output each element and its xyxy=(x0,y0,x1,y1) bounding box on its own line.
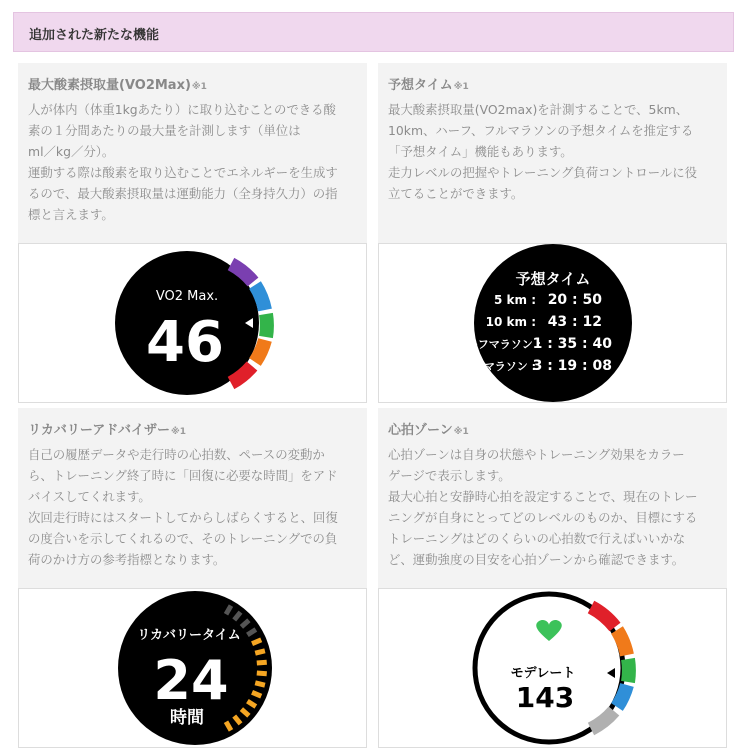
section-title: 追加された新たな機能 xyxy=(29,28,160,43)
recovery-gauge-tick xyxy=(257,673,267,674)
watch-image-vo2max xyxy=(18,243,367,403)
watch-label: VO2 Max. xyxy=(155,289,219,304)
prediction-value-half: 1 : 35 : 40 xyxy=(532,336,612,352)
watch-value: 143 xyxy=(515,681,575,714)
feature-card-vo2max xyxy=(18,63,367,243)
watch-value: 24 xyxy=(153,649,229,712)
watch-value: 46 xyxy=(146,310,224,375)
watch-image-recovery-advisor xyxy=(18,588,367,748)
watch-title: 予想タイム xyxy=(515,270,591,288)
zone-segment-green xyxy=(628,659,629,682)
card-title: リカバリーアドバイザー※1 xyxy=(28,423,186,438)
prediction-value-marathon: 3 : 19 : 08 xyxy=(532,358,612,374)
watch-face-vo2max xyxy=(19,244,366,402)
prediction-label-5k: 5 km : xyxy=(494,293,536,307)
footnote-mark: ※1 xyxy=(453,427,469,437)
card-description: 心拍ゾーンは自身の状態やトレーニング効果をカラー ゲージで表示します。 最大心拍と安静時心拍を設定することで、現在のトレー ニングが自身にとってどのレベルのものか、目標にする トレーニングはどのくらいの心拍数で行えばいいかな ど、運動強度の目安を心拍ゾーンから確認できます。 xyxy=(388,447,698,567)
prediction-label-10k: 10 km : xyxy=(485,315,536,329)
card-description: 人が体内（体重1kgあたり）に取り込むことのできる酸 素の１分間あたりの最大量を計測します（単位は ml／kg／分）。 運動する際は酸素を取り込むことでエネルギーを生成す るので、最大酸素摂取量は運動能力（全身持久力）の指 標と言えます。 xyxy=(28,102,338,222)
card-title: 最大酸素摂取量(VO2Max)※1 xyxy=(28,78,207,93)
watch-image-heart-rate-zone xyxy=(378,588,727,748)
card-title: 予想タイム※1 xyxy=(388,78,469,93)
recovery-gauge-tick xyxy=(257,662,267,663)
watch-image-race-predictor xyxy=(378,243,727,403)
feature-card-recovery-advisor xyxy=(18,408,367,588)
prediction-value-10k: 43 : 12 xyxy=(547,314,602,330)
footnote-mark: ※1 xyxy=(191,82,207,92)
prediction-label-half: ハーフマラソン : xyxy=(456,338,541,351)
watch-face-recovery-advisor xyxy=(19,589,366,747)
watch-label: リカバリータイム xyxy=(137,628,241,643)
watch-label: モデレート xyxy=(510,666,576,681)
card-description: 最大酸素摂取量(VO2max)を計測することで、5km、 10km、ハーフ、フルマラソンの予想タイムを推定する 「予想タイム」機能もあります。 走力レベルの把握やトレーニング負荷コントロールに役 立てることができます。 xyxy=(388,102,698,201)
recovery-gauge-tick xyxy=(255,651,265,653)
recovery-gauge-tick xyxy=(255,683,265,685)
card-title: 心拍ゾーン※1 xyxy=(388,423,469,438)
gauge-segment-orange xyxy=(255,340,265,362)
watch-face-race-predictor xyxy=(379,244,726,402)
footnote-mark: ※1 xyxy=(453,82,469,92)
gauge-segment-green xyxy=(266,314,267,337)
section-header xyxy=(13,12,734,52)
feature-card-race-predictor xyxy=(378,63,727,243)
prediction-value-5k: 20 : 50 xyxy=(547,292,602,308)
prediction-label-marathon: マラソン : xyxy=(483,360,536,373)
watch-unit: 時間 xyxy=(170,708,204,728)
feature-card-heart-rate-zone xyxy=(378,408,727,588)
footnote-mark: ※1 xyxy=(170,427,186,437)
card-description: 自己の履歴データや走行時の心拍数、ペースの変動か ら、トレーニング終了時に「回復に必要な時間」をアド バイスしてくれます。 次回走行時にはスタートしてからしばらくすると、回復 の度合いを示してくれるので、そのトレーニングでの負 荷のかけ方の参考指標となります。 xyxy=(28,447,338,567)
watch-face-heart-rate-zone xyxy=(379,589,726,747)
